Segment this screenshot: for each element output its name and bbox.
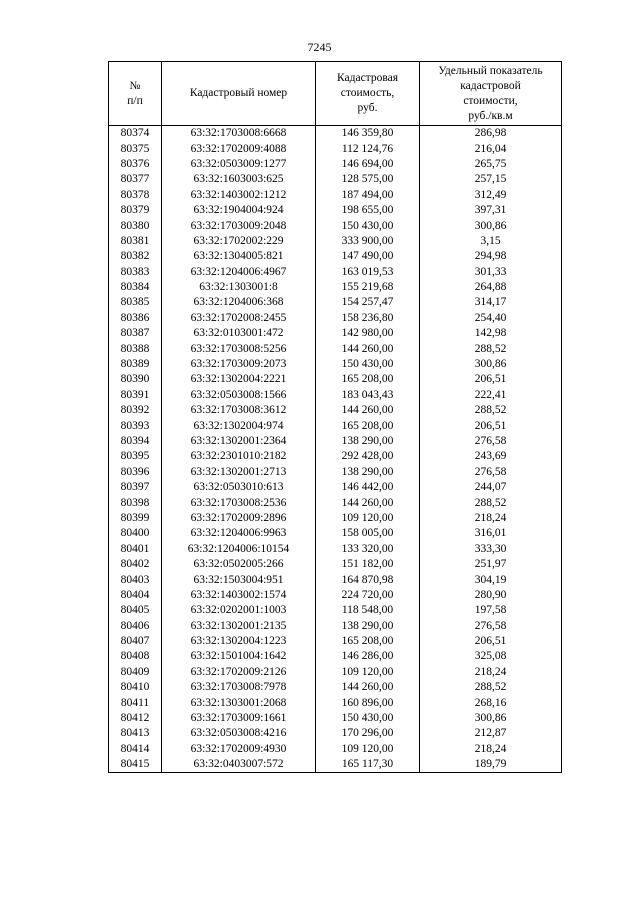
table-row	[109, 603, 562, 618]
cadastral-number-cell: 63:32:1204006:368	[162, 295, 316, 310]
specific-value-cell: 189,79	[420, 757, 562, 773]
cadastral-value-cell: 142 980,00	[316, 326, 420, 341]
row-number-cell: 80374	[109, 126, 162, 142]
specific-value-cell: 222,41	[420, 388, 562, 403]
cadastral-number-cell: 63:32:1303001:8	[162, 280, 316, 295]
cadastral-number-cell: 63:32:1702008:2455	[162, 311, 316, 326]
table-row	[109, 311, 562, 326]
cadastral-number-cell: 63:32:1204006:10154	[162, 542, 316, 557]
row-number-cell: 80386	[109, 311, 162, 326]
cadastral-value-cell: 160 896,00	[316, 695, 420, 710]
row-number-cell: 80382	[109, 249, 162, 264]
table-row	[109, 434, 562, 449]
row-number-cell: 80414	[109, 742, 162, 757]
row-number-cell: 80379	[109, 203, 162, 218]
cadastral-number-cell: 63:32:1302001:2135	[162, 619, 316, 634]
cadastral-value-cell: 151 182,00	[316, 557, 420, 572]
cadastral-number-cell: 63:32:1703008:6668	[162, 126, 316, 142]
cadastral-value-cell: 109 120,00	[316, 665, 420, 680]
table-row	[109, 295, 562, 310]
specific-value-cell: 294,98	[420, 249, 562, 264]
cadastral-value-cell: 164 870,98	[316, 572, 420, 587]
specific-value-cell: 218,24	[420, 665, 562, 680]
cadastral-number-cell: 63:32:1303001:2068	[162, 695, 316, 710]
row-number-cell: 80393	[109, 418, 162, 433]
row-number-cell: 80406	[109, 619, 162, 634]
specific-value-cell: 276,58	[420, 434, 562, 449]
cadastral-number-cell: 63:32:0202001:1003	[162, 603, 316, 618]
cadastral-value-cell: 183 043,43	[316, 388, 420, 403]
header-row-number: № п/п	[109, 62, 162, 126]
specific-value-cell: 197,58	[420, 603, 562, 618]
cadastral-number-cell: 63:32:0503010:613	[162, 480, 316, 495]
cadastral-value-cell: 165 208,00	[316, 418, 420, 433]
cadastral-value-table	[108, 61, 562, 773]
cadastral-value-cell: 109 120,00	[316, 742, 420, 757]
specific-value-cell: 288,52	[420, 680, 562, 695]
row-number-cell: 80385	[109, 295, 162, 310]
cadastral-value-cell: 146 359,80	[316, 126, 420, 142]
cadastral-number-cell: 63:32:0403007:572	[162, 757, 316, 773]
row-number-cell: 80403	[109, 572, 162, 587]
table-row	[109, 141, 562, 156]
cadastral-value-cell: 150 430,00	[316, 218, 420, 233]
table-row	[109, 634, 562, 649]
row-number-cell: 80389	[109, 357, 162, 372]
table-row	[109, 265, 562, 280]
cadastral-number-cell: 63:32:1204006:9963	[162, 526, 316, 541]
row-number-cell: 80410	[109, 680, 162, 695]
specific-value-cell: 276,58	[420, 465, 562, 480]
specific-value-cell: 325,08	[420, 649, 562, 664]
specific-value-cell: 243,69	[420, 449, 562, 464]
cadastral-value-cell: 154 257,47	[316, 295, 420, 310]
specific-value-cell: 300,86	[420, 711, 562, 726]
row-number-cell: 80377	[109, 172, 162, 187]
cadastral-value-cell: 118 548,00	[316, 603, 420, 618]
cadastral-number-cell: 63:32:1403002:1574	[162, 588, 316, 603]
cadastral-number-cell: 63:32:1702009:4930	[162, 742, 316, 757]
cadastral-number-cell: 63:32:1904004:924	[162, 203, 316, 218]
table-row	[109, 511, 562, 526]
specific-value-cell: 268,16	[420, 695, 562, 710]
cadastral-number-cell: 63:32:0502005:266	[162, 557, 316, 572]
cadastral-number-cell: 63:32:1302001:2713	[162, 465, 316, 480]
row-number-cell: 80412	[109, 711, 162, 726]
specific-value-cell: 218,24	[420, 742, 562, 757]
specific-value-cell: 288,52	[420, 403, 562, 418]
table-row	[109, 557, 562, 572]
row-number-cell: 80376	[109, 157, 162, 172]
cadastral-value-cell: 144 260,00	[316, 495, 420, 510]
table-row	[109, 465, 562, 480]
cadastral-number-cell: 63:32:1304005:821	[162, 249, 316, 264]
table-row	[109, 157, 562, 172]
row-number-cell: 80388	[109, 341, 162, 356]
table-header	[109, 62, 562, 126]
cadastral-number-cell: 63:32:1703008:3612	[162, 403, 316, 418]
header-specific-value: Удельный показатель кадастровой стоимости, руб./кв.м	[420, 62, 562, 126]
cadastral-value-cell: 138 290,00	[316, 465, 420, 480]
cadastral-number-cell: 63:32:1702009:2896	[162, 511, 316, 526]
specific-value-cell: 300,86	[420, 218, 562, 233]
cadastral-number-cell: 63:32:1702009:2126	[162, 665, 316, 680]
table-row	[109, 449, 562, 464]
cadastral-value-cell: 147 490,00	[316, 249, 420, 264]
table-row	[109, 572, 562, 587]
specific-value-cell: 304,19	[420, 572, 562, 587]
table-row	[109, 495, 562, 510]
specific-value-cell: 142,98	[420, 326, 562, 341]
cadastral-value-cell: 292 428,00	[316, 449, 420, 464]
specific-value-cell: 288,52	[420, 495, 562, 510]
specific-value-cell: 212,87	[420, 726, 562, 741]
cadastral-number-cell: 63:32:2301010:2182	[162, 449, 316, 464]
cadastral-value-cell: 158 005,00	[316, 526, 420, 541]
cadastral-value-cell: 224 720,00	[316, 588, 420, 603]
header-row	[109, 62, 562, 126]
cadastral-number-cell: 63:32:1302001:2364	[162, 434, 316, 449]
table-row	[109, 326, 562, 341]
header-cadastral-number: Кадастровый номер	[162, 62, 316, 126]
table-row	[109, 234, 562, 249]
cadastral-number-cell: 63:32:1703009:2073	[162, 357, 316, 372]
table-row	[109, 188, 562, 203]
specific-value-cell: 218,24	[420, 511, 562, 526]
table-row	[109, 619, 562, 634]
row-number-cell: 80384	[109, 280, 162, 295]
table-row	[109, 757, 562, 773]
cadastral-value-cell: 133 320,00	[316, 542, 420, 557]
specific-value-cell: 333,30	[420, 542, 562, 557]
specific-value-cell: 206,51	[420, 418, 562, 433]
specific-value-cell: 206,51	[420, 634, 562, 649]
table-row	[109, 280, 562, 295]
cadastral-number-cell: 63:32:1204006:4967	[162, 265, 316, 280]
row-number-cell: 80398	[109, 495, 162, 510]
cadastral-number-cell: 63:32:1302004:2221	[162, 372, 316, 387]
specific-value-cell: 251,97	[420, 557, 562, 572]
cadastral-value-cell: 187 494,00	[316, 188, 420, 203]
cadastral-value-cell: 138 290,00	[316, 434, 420, 449]
cadastral-value-cell: 198 655,00	[316, 203, 420, 218]
table-row	[109, 649, 562, 664]
specific-value-cell: 312,49	[420, 188, 562, 203]
table-row	[109, 357, 562, 372]
row-number-cell: 80392	[109, 403, 162, 418]
cadastral-value-cell: 128 575,00	[316, 172, 420, 187]
cadastral-value-cell: 163 019,53	[316, 265, 420, 280]
cadastral-value-cell: 333 900,00	[316, 234, 420, 249]
specific-value-cell: 300,86	[420, 357, 562, 372]
row-number-cell: 80381	[109, 234, 162, 249]
table-row	[109, 542, 562, 557]
cadastral-number-cell: 63:32:1302004:974	[162, 418, 316, 433]
table-row	[109, 742, 562, 757]
table-row	[109, 249, 562, 264]
row-number-cell: 80395	[109, 449, 162, 464]
specific-value-cell: 288,52	[420, 341, 562, 356]
specific-value-cell: 257,15	[420, 172, 562, 187]
specific-value-cell: 216,04	[420, 141, 562, 156]
row-number-cell: 80402	[109, 557, 162, 572]
cadastral-number-cell: 63:32:1603003:625	[162, 172, 316, 187]
cadastral-value-cell: 112 124,76	[316, 141, 420, 156]
cadastral-value-cell: 155 219,68	[316, 280, 420, 295]
cadastral-number-cell: 63:32:1302004:1223	[162, 634, 316, 649]
table-row	[109, 480, 562, 495]
cadastral-number-cell: 63:32:1501004:1642	[162, 649, 316, 664]
row-number-cell: 80407	[109, 634, 162, 649]
specific-value-cell: 254,40	[420, 311, 562, 326]
specific-value-cell: 265,75	[420, 157, 562, 172]
cadastral-number-cell: 63:32:1702002:229	[162, 234, 316, 249]
table-row	[109, 126, 562, 142]
specific-value-cell: 264,88	[420, 280, 562, 295]
cadastral-number-cell: 63:32:1503004:951	[162, 572, 316, 587]
cadastral-number-cell: 63:32:0503008:4216	[162, 726, 316, 741]
row-number-cell: 80387	[109, 326, 162, 341]
cadastral-number-cell: 63:32:1403002:1212	[162, 188, 316, 203]
row-number-cell: 80383	[109, 265, 162, 280]
row-number-cell: 80401	[109, 542, 162, 557]
cadastral-number-cell: 63:32:1703008:2536	[162, 495, 316, 510]
cadastral-number-cell: 63:32:1703008:5256	[162, 341, 316, 356]
row-number-cell: 80396	[109, 465, 162, 480]
specific-value-cell: 280,90	[420, 588, 562, 603]
cadastral-value-cell: 165 117,30	[316, 757, 420, 773]
cadastral-value-cell: 150 430,00	[316, 357, 420, 372]
row-number-cell: 80375	[109, 141, 162, 156]
cadastral-value-cell: 165 208,00	[316, 372, 420, 387]
specific-value-cell: 314,17	[420, 295, 562, 310]
table-row	[109, 665, 562, 680]
cadastral-value-cell: 158 236,80	[316, 311, 420, 326]
table-row	[109, 526, 562, 541]
row-number-cell: 80378	[109, 188, 162, 203]
specific-value-cell: 397,31	[420, 203, 562, 218]
table-row	[109, 341, 562, 356]
row-number-cell: 80380	[109, 218, 162, 233]
cadastral-number-cell: 63:32:1703009:2048	[162, 218, 316, 233]
cadastral-value-cell: 144 260,00	[316, 403, 420, 418]
row-number-cell: 80413	[109, 726, 162, 741]
cadastral-number-cell: 63:32:1702009:4088	[162, 141, 316, 156]
table-row	[109, 372, 562, 387]
row-number-cell: 80404	[109, 588, 162, 603]
row-number-cell: 80411	[109, 695, 162, 710]
cadastral-number-cell: 63:32:0503009:1277	[162, 157, 316, 172]
specific-value-cell: 206,51	[420, 372, 562, 387]
cadastral-value-cell: 146 442,00	[316, 480, 420, 495]
specific-value-cell: 316,01	[420, 526, 562, 541]
cadastral-number-cell: 63:32:1703009:1661	[162, 711, 316, 726]
cadastral-number-cell: 63:32:0103001:472	[162, 326, 316, 341]
specific-value-cell: 3,15	[420, 234, 562, 249]
specific-value-cell: 301,33	[420, 265, 562, 280]
specific-value-cell: 286,98	[420, 126, 562, 142]
row-number-cell: 80390	[109, 372, 162, 387]
page-number: 7245	[307, 40, 332, 54]
row-number-cell: 80391	[109, 388, 162, 403]
table-body	[109, 126, 562, 773]
cadastral-value-cell: 138 290,00	[316, 619, 420, 634]
table-row	[109, 726, 562, 741]
table-row	[109, 218, 562, 233]
row-number-cell: 80409	[109, 665, 162, 680]
specific-value-cell: 244,07	[420, 480, 562, 495]
cadastral-value-cell: 146 286,00	[316, 649, 420, 664]
cadastral-value-cell: 109 120,00	[316, 511, 420, 526]
table-row	[109, 711, 562, 726]
cadastral-number-cell: 63:32:1703008:7978	[162, 680, 316, 695]
cadastral-value-cell: 170 296,00	[316, 726, 420, 741]
cadastral-number-cell: 63:32:0503008:1566	[162, 388, 316, 403]
table-row	[109, 588, 562, 603]
table-row	[109, 388, 562, 403]
row-number-cell: 80399	[109, 511, 162, 526]
row-number-cell: 80408	[109, 649, 162, 664]
specific-value-cell: 276,58	[420, 619, 562, 634]
table-row	[109, 680, 562, 695]
cadastral-value-cell: 146 694,00	[316, 157, 420, 172]
cadastral-value-cell: 144 260,00	[316, 341, 420, 356]
table-row	[109, 172, 562, 187]
row-number-cell: 80405	[109, 603, 162, 618]
row-number-cell: 80394	[109, 434, 162, 449]
row-number-cell: 80397	[109, 480, 162, 495]
table-row	[109, 695, 562, 710]
row-number-cell: 80415	[109, 757, 162, 773]
header-cadastral-value: Кадастровая стоимость, руб.	[316, 62, 420, 126]
cadastral-value-cell: 150 430,00	[316, 711, 420, 726]
cadastral-value-cell: 144 260,00	[316, 680, 420, 695]
table-row	[109, 403, 562, 418]
row-number-cell: 80400	[109, 526, 162, 541]
cadastral-value-cell: 165 208,00	[316, 634, 420, 649]
table-row	[109, 418, 562, 433]
table-row	[109, 203, 562, 218]
